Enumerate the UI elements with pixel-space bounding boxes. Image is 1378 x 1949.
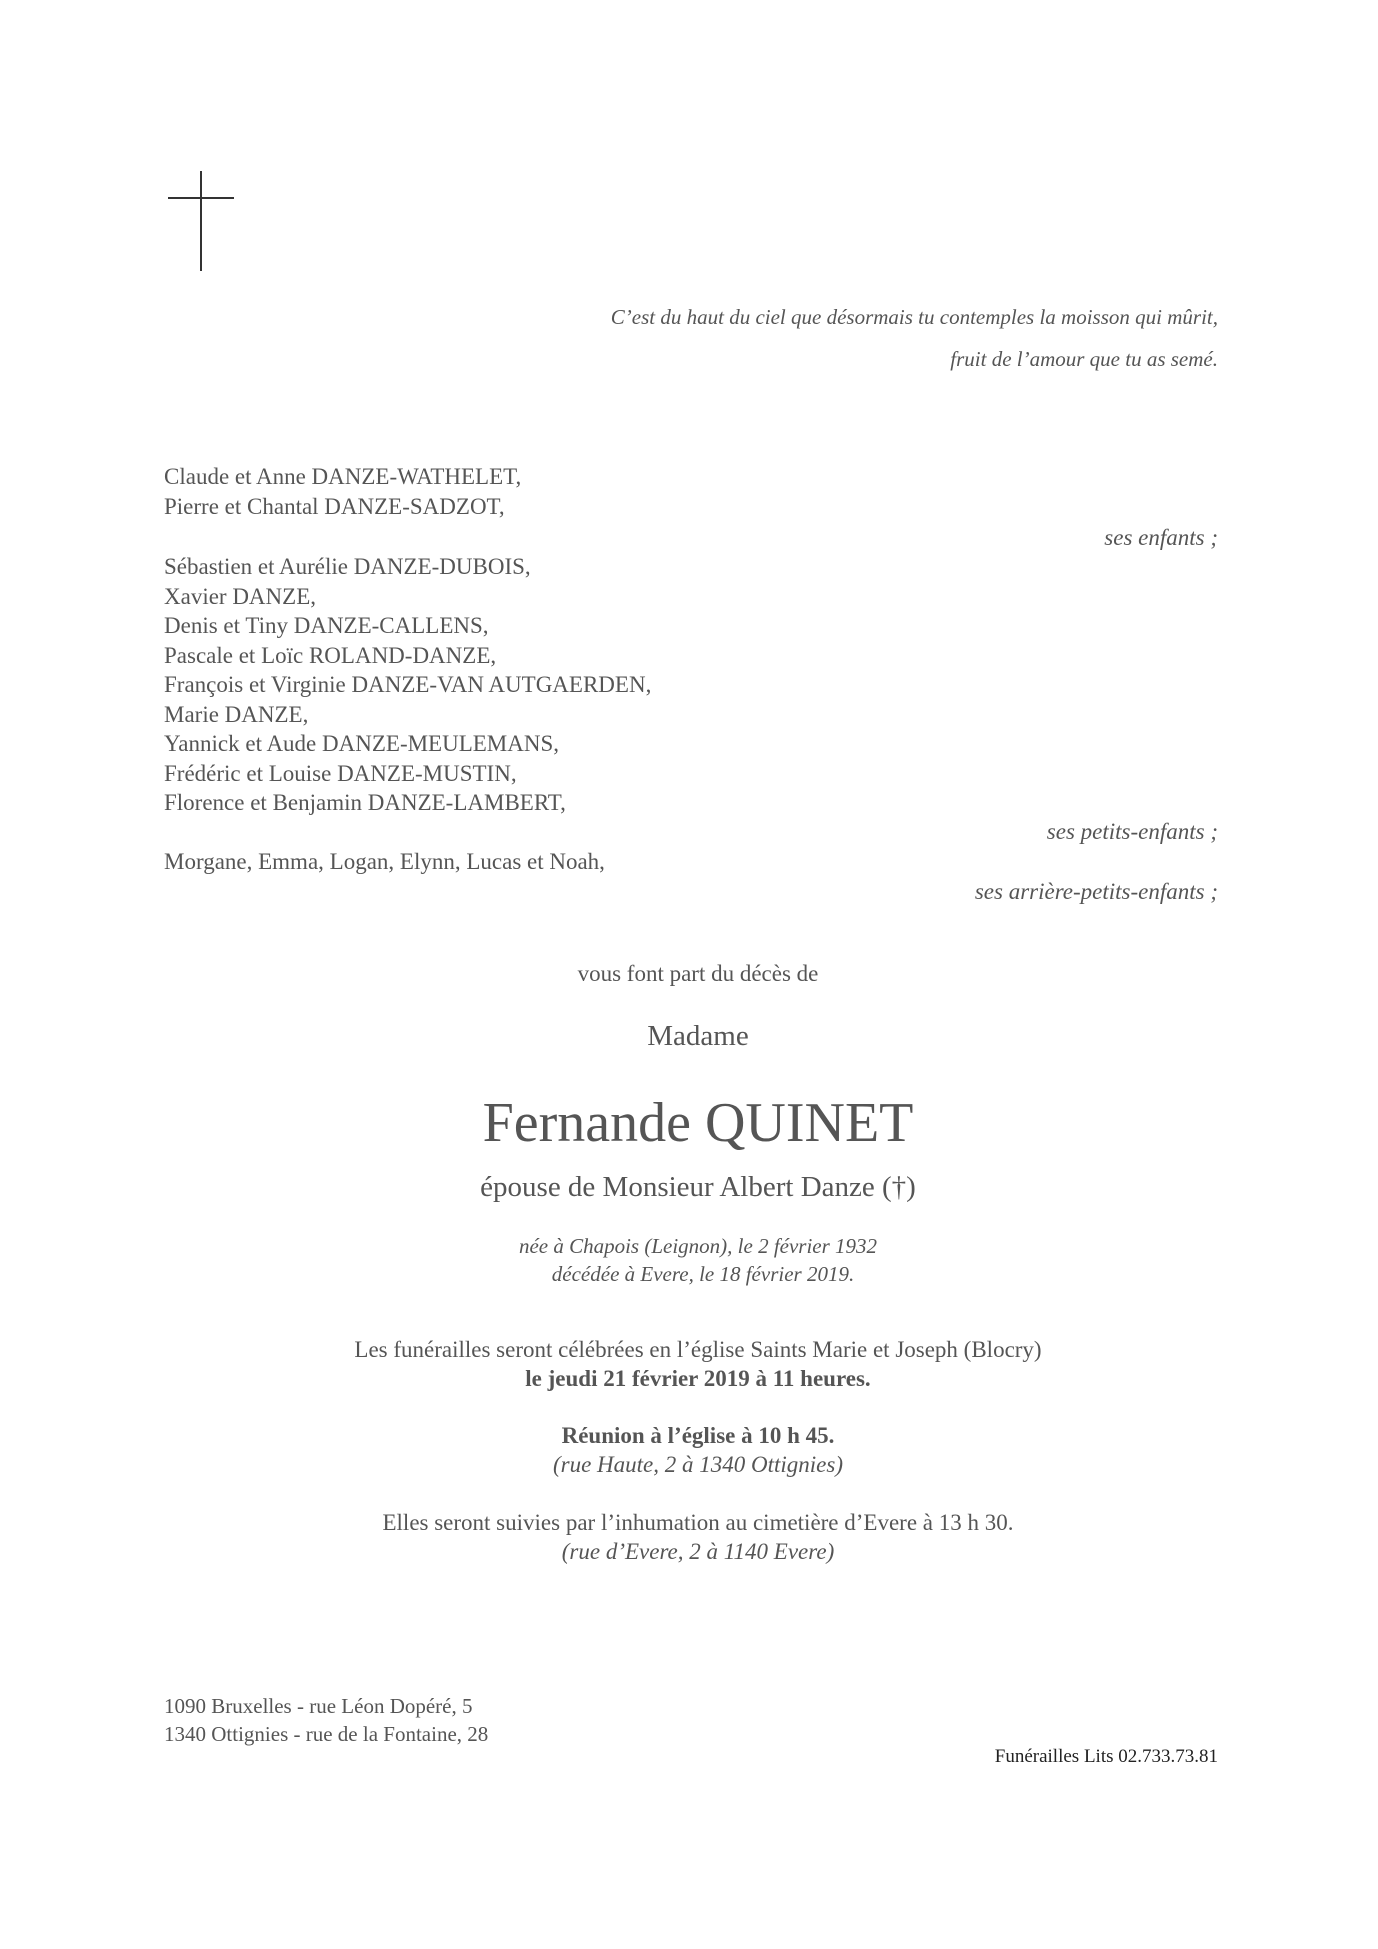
funeral-church: Les funérailles seront célébrées en l’église Saints Marie et Joseph (Blocry) (354, 1337, 1042, 1362)
list-item: Yannick et Aude DANZE-MEULEMANS, (164, 731, 560, 756)
spouse: épouse de Monsieur Albert Danze (†) (480, 1171, 916, 1203)
cross-horizontal (168, 197, 234, 199)
cross-vertical (200, 171, 202, 271)
list-item: Frédéric et Louise DANZE-MUSTIN, (164, 760, 517, 786)
list-item: Marie DANZE, (164, 701, 309, 727)
title: Madame (647, 1020, 749, 1052)
dates (0, 1232, 1378, 1288)
list-item: Florence et Benjamin DANZE-LAMBERT, (164, 790, 566, 815)
quote (318, 296, 1218, 380)
funeral-home-contact: Funérailles Lits 02.733.73.81 (994, 1746, 1218, 1767)
death-date: décédée à Evere, le 18 février 2019. (551, 1262, 855, 1286)
list-item: Sébastien et Aurélie DANZE-DUBOIS, (164, 554, 531, 579)
funeral-home-addresses (164, 1692, 488, 1748)
grandchildren-label: ses petits-enfants ; (1046, 819, 1218, 844)
address-line: 1090 Bruxelles - rue Léon Dopéré, 5 (164, 1694, 473, 1718)
funeral-info (0, 1335, 1378, 1566)
list-item: Xavier DANZE, (164, 583, 317, 609)
children-label: ses enfants ; (1104, 525, 1218, 550)
list-item: Claude et Anne DANZE-WATHELET, (164, 464, 522, 489)
list-item: François et Virginie DANZE-VAN AUTGAERDEN, (164, 672, 652, 697)
funeral-date: le jeudi 21 février 2019 à 11 heures. (525, 1366, 871, 1391)
great-grandchildren-label: ses arrière-petits-enfants ; (974, 879, 1218, 904)
list-item: Denis et Tiny DANZE-CALLENS, (164, 613, 489, 638)
deceased-name: Fernande QUINET (482, 1092, 914, 1154)
meeting-time: Réunion à l’église à 10 h 45. (561, 1423, 835, 1448)
grandchildren-list (164, 552, 651, 818)
list-item: Pascale et Loïc ROLAND-DANZE, (164, 642, 497, 668)
quote-line-1: C’est du haut du ciel que désormais tu contemples la moisson qui mûrit, (610, 305, 1218, 329)
list-item: Pierre et Chantal DANZE-SADZOT, (164, 493, 505, 519)
announcement: vous font part du décès de (577, 961, 819, 986)
burial-address: (rue d’Evere, 2 à 1140 Evere) (561, 1539, 835, 1564)
birth-date: née à Chapois (Leignon), le 2 février 1932 (518, 1234, 878, 1258)
cross-icon (168, 171, 234, 271)
address-line: 1340 Ottignies - rue de la Fontaine, 28 (164, 1722, 489, 1746)
children-list (164, 462, 521, 521)
quote-line-2: fruit de l’amour que tu as semé. (950, 347, 1218, 371)
great-grandchildren-list: Morgane, Emma, Logan, Elynn, Lucas et Noah, (164, 849, 605, 874)
meeting-address: (rue Haute, 2 à 1340 Ottignies) (552, 1452, 843, 1477)
burial-info: Elles seront suivies par l’inhumation au cimetière d’Evere à 13 h 30. (382, 1510, 1014, 1535)
